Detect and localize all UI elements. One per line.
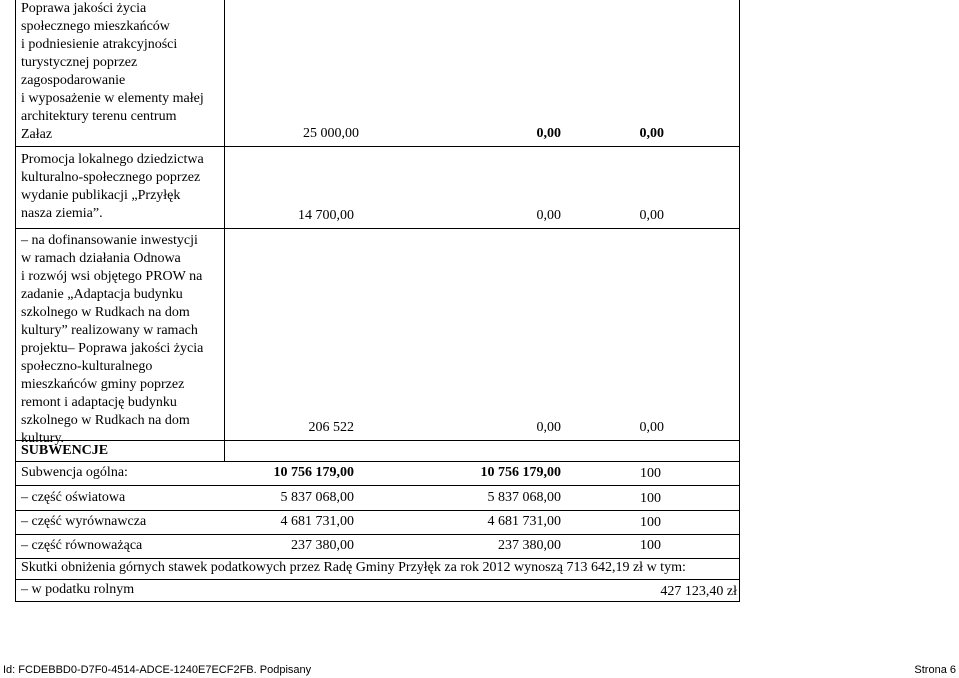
subwencja-ogolna-exec: 10 756 179,00 — [480, 465, 561, 480]
row2-exec-value: 0,00 — [536, 208, 561, 223]
subwencja-ogolna-percent: 100 — [640, 466, 661, 481]
text-line: kulturalno-społecznego poprzez — [21, 170, 201, 185]
row3-description — [21, 232, 226, 448]
czesc-wyrownawcza-exec: 4 681 731,00 — [487, 514, 561, 529]
podatek-rolny-value: 427 123,40 zł — [660, 584, 737, 599]
podatek-rolny-label: – w podatku rolnym — [21, 582, 135, 597]
text-line: projektu– Poprawa jakości życia — [21, 341, 204, 356]
row-divider — [15, 558, 740, 559]
text-line: Poprawa jakości życia — [21, 1, 147, 16]
text-line: remont i adaptację budynku — [21, 395, 177, 410]
text-line: w ramach działania Odnowa — [21, 251, 181, 266]
czesc-oswiatowa-label: – część oświatowa — [21, 490, 126, 505]
czesc-rownowazaca-label: – część równoważąca — [21, 538, 143, 553]
subwencja-ogolna-label: Subwencja ogólna: — [21, 465, 128, 480]
czesc-rownowazaca-plan: 237 380,00 — [291, 538, 354, 553]
czesc-wyrownawcza-plan: 4 681 731,00 — [280, 514, 354, 529]
row3-percent-value: 0,00 — [639, 420, 664, 435]
row1-description — [21, 0, 221, 144]
row-divider — [15, 579, 740, 580]
row-divider — [15, 461, 740, 462]
subwencja-ogolna-plan: 10 756 179,00 — [273, 465, 354, 480]
czesc-wyrownawcza-percent: 100 — [640, 515, 661, 530]
czesc-wyrownawcza-label: – część wyrównawcza — [21, 514, 147, 529]
row2-percent-value: 0,00 — [639, 208, 664, 223]
row-divider — [15, 146, 740, 147]
row-divider — [15, 228, 740, 229]
czesc-oswiatowa-exec: 5 837 068,00 — [487, 490, 561, 505]
czesc-oswiatowa-percent: 100 — [640, 491, 661, 506]
text-line: szkolnego w Rudkach na dom — [21, 305, 190, 320]
row-divider — [15, 534, 740, 535]
text-line: wydanie publikacji „Przyłęk — [21, 188, 181, 203]
text-line: Załaz — [21, 127, 53, 142]
text-line: Promocja lokalnego dziedzictwa — [21, 152, 204, 167]
czesc-oswiatowa-plan: 5 837 068,00 — [280, 490, 354, 505]
text-line: i wyposażenie w elementy małej — [21, 91, 204, 106]
text-line: zadanie „Adaptacja budynku — [21, 287, 183, 302]
text-line: społecznego mieszkańców — [21, 19, 170, 34]
text-line: kultury. — [21, 431, 65, 446]
row2-description — [21, 151, 221, 223]
row1-percent-value: 0,00 — [639, 126, 664, 141]
section-header-subwencje: SUBWENCJE — [21, 443, 109, 458]
row-divider — [15, 485, 740, 486]
text-line: mieszkańców gminy poprzez — [21, 377, 185, 392]
text-line: – na dofinansowanie inwestycji — [21, 233, 198, 248]
row3-exec-value: 0,00 — [536, 420, 561, 435]
col-border-right — [739, 0, 740, 602]
page-number: Strona 6 — [914, 664, 956, 676]
text-line: i podniesienie atrakcyjności — [21, 37, 178, 52]
text-line: kultury” realizowany w ramach — [21, 323, 198, 338]
czesc-rownowazaca-percent: 100 — [640, 538, 661, 553]
row1-exec-value: 0,00 — [536, 126, 561, 141]
row2-plan-value: 14 700,00 — [298, 208, 354, 223]
skutki-obnizenia-text: Skutki obniżenia górnych stawek podatkowych przez Radę Gminy Przyłęk za rok 2012 wynoszą 713 642,19 zł w tym: — [21, 560, 686, 575]
text-line: i rozwój wsi objętego PROW na — [21, 269, 203, 284]
row3-plan-value: 206 522 — [308, 420, 354, 435]
col-border-left-top — [15, 0, 16, 461]
text-line: zagospodarowanie — [21, 73, 126, 88]
text-line: szkolnego w Rudkach na dom — [21, 413, 190, 428]
row1-plan-value: 25 000,00 — [303, 126, 359, 141]
czesc-rownowazaca-exec: 237 380,00 — [498, 538, 561, 553]
document-id: Id: FCDEBBD0-D7F0-4514-ADCE-1240E7ECF2FB. Podpisany — [3, 664, 312, 676]
text-line: nasza ziemia”. — [21, 206, 103, 221]
row-divider — [15, 601, 740, 602]
col-border-left-bottom — [15, 461, 16, 602]
row-divider — [15, 510, 740, 511]
text-line: architektury terenu centrum — [21, 109, 177, 124]
text-line: turystycznej poprzez — [21, 55, 138, 70]
text-line: społeczno-kulturalnego — [21, 359, 153, 374]
